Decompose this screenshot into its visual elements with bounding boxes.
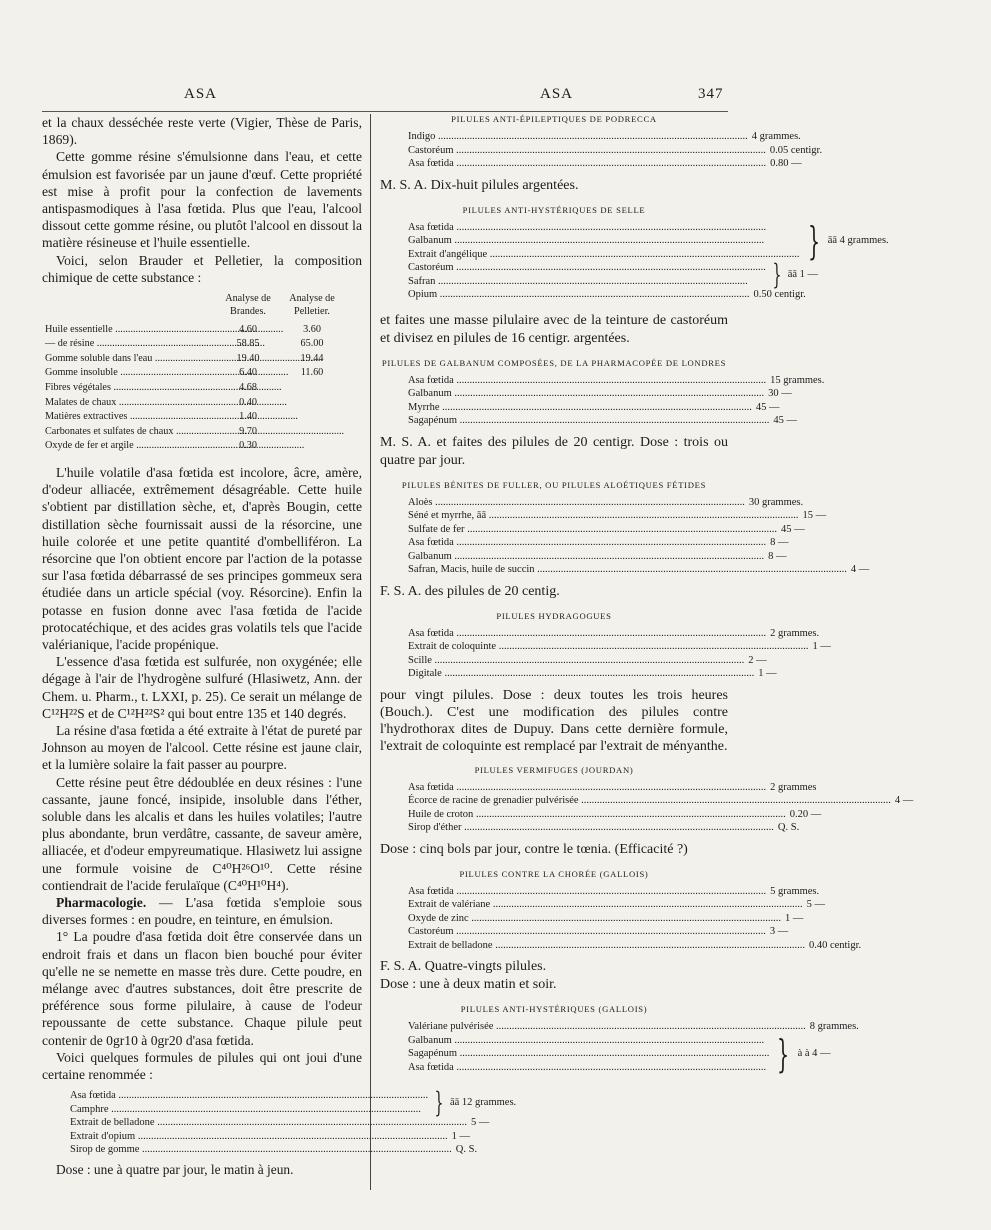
table-body [44,323,344,454]
ingredient-row [408,885,820,899]
substance-name: Gomme soluble dans l'eau ..... [45,353,323,364]
ingredient-name: Asa fœtida ..... [408,627,766,641]
ingredient-name: Sirop d'éther ..... [408,821,774,835]
ingredient-row [408,627,820,641]
table-row [44,352,344,367]
formula-selle [408,218,889,302]
cell-substance [44,323,216,338]
table-row [44,381,344,396]
ingredient-name: Extrait de valériane ..... [408,898,803,912]
ingredient-name: Oxyde de zinc ..... [408,912,781,926]
paragraph: 1° La poudre d'asa fœtida doit être conservée dans un endroit frais et dans un flacon bien bouché pour éviter qu'elle ne se nemette en masse très dure. Cette poudre, en mélange avec d'autres substances, doit être prescrite de préférence sous forme pilulaire, à cause de l'odeur repoussante de cette substance. Chaque pilule peut contenir de 0gr10 à 0gr20 d'asa fœtida. [42,929,362,1048]
ingredient-quantity: 30 grammes. [748,496,804,508]
ingredient-quantity: 4 grammes. [751,131,801,142]
ingredient-name: Galbanum ..... [408,550,764,564]
ingredient-quantity: 5 — [806,899,825,910]
substance-name: — de résine ..... [45,338,265,349]
ingredient-row [408,414,797,428]
ingredient-row [70,1130,470,1144]
ingredient-quantity: 5 grammes. [770,885,820,897]
ingredient-row [408,496,804,510]
cell-brandes: 0.30 [239,440,257,452]
formula-title: PILULES VERMIFUGES (JOURDAN) [474,764,634,775]
substance-name: Oxyde de fer et argile ..... [45,440,304,451]
ingredient-row [408,523,805,537]
ingredient-name: Sirop de gomme ..... [70,1143,452,1157]
ingredient-quantity: 1 — [758,668,777,679]
ingredient-name: Huile de croton ..... [408,808,786,822]
ingredient-row [408,912,804,926]
ingredient-quantity: 8 — [768,550,787,562]
formula-group [408,257,819,291]
ingredient-row [408,275,766,289]
ingredient-row [408,550,787,564]
ingredient-quantity: 0.20 — [789,808,822,820]
column-header-pelletier: Analyse de Pelletier. [289,293,335,317]
ingredient-name: Castoréum ..... [408,925,766,939]
table-row [44,396,344,411]
cell-brandes: 58.85 [236,338,260,350]
ingredient-name: Asa fœtida ..... [408,221,800,235]
formula-anti-hysteriques-gallois [408,1020,859,1076]
ingredient-quantity: 4 — [894,795,914,806]
cell-brandes: 0.40 [239,396,257,408]
paragraph: Voici quelques formules de pilules qui ont joui d'une certaine renommée : [42,1049,362,1083]
ingredient-name: Extrait d'angélique ..... [408,248,800,262]
ingredient-name: Asa fœtida ..... [408,781,766,795]
formula-note: pour vingt pilules. Dose : deux toutes les trois heures (Bouch.). C'est une modification des pilules contre l'hydrothorax dites de Dupuy. Dans cette dernière formule, l'extrait de coloquinte est remplacé par l'extrait de ményanthe. [380,687,728,754]
formula-note: M. S. A. Dix-huit pilules argentées. [380,177,579,193]
ingredient-name: Castoréum ..... [408,144,766,158]
paragraph: Cette résine peut être dédoublée en deux résines : l'une cassante, jaune foncé, insipide, insoluble dans l'éther, soluble dans les alcalis et dans les huiles volatiles; l'autre plus abondante, brun verdâtre, cassante, de saveur amère, alliacée, et d'odeur empyreumatique. Hlasiwetz lui assigne une formule voisine de C⁴⁰H²⁶O¹⁰. Cette résine contiendrait de l'acide ferulaïque (C⁴⁰H¹⁰H⁴). [42,774,362,893]
substance-name: Huile essentielle ..... [45,324,283,335]
cell-pelletier [280,396,344,411]
ingredient-row [408,234,800,248]
ingredient-name: Asa fœtida ..... [408,536,766,550]
ingredient-row [70,1116,490,1130]
paragraph [42,894,362,928]
ingredient-name: Galbanum ..... [408,387,764,401]
ingredient-name: Scille ..... [408,654,744,668]
ingredient-row [408,563,870,577]
ingredient-name: Extrait d'opium ..... [70,1130,448,1144]
cell-brandes: 1.40 [239,411,257,423]
formula-left [70,1085,517,1157]
ingredient-name: Asa fœtida ..... [408,157,766,171]
group-quantity: āā 12 grammes. [449,1097,517,1109]
ingredient-row [408,654,767,668]
cell-substance [44,337,216,352]
ingredient-name: Camphre ..... [70,1103,428,1117]
ingredient-name: Asa fœtida ..... [408,1061,769,1075]
ingredient-name: Opium ..... [408,288,750,302]
ingredient-name: Écorce de racine de grenadier pulvérisée ..... [408,794,891,808]
brace-icon: } [434,1085,444,1119]
cell-substance [44,352,216,367]
ingredient-name: Extrait de belladone ..... [408,939,805,953]
formula-title: PILULES HYDRAGOGUES [496,610,612,621]
ingredient-row [408,401,780,415]
ingredient-row [408,667,777,681]
cell-substance [44,366,216,381]
group-items [70,1089,428,1116]
ingredient-row [408,509,827,523]
formula-podrecca [408,130,823,171]
paragraph: L'essence d'asa fœtida est sulfurée, non oxygénée; elle dégage à l'air de l'hydrogène sulfuré (Hlasiwetz, Ann. der Chem. u. Pharm., t. LXXI, p. 25). Ce serait un mélange de C¹²H²²S et de C¹²H²²S² qui bout entre 135 et 140 degrés. [42,654,362,721]
substance-name: Fibres végétales ..... [45,382,282,393]
cell-pelletier: 19.44 [300,352,324,364]
formula-choree [408,885,862,953]
ingredient-quantity: 45 — [755,401,780,413]
ingredient-row [408,387,792,401]
ingredient-row [408,144,823,158]
ingredient-row [408,808,822,822]
table-row [44,425,344,440]
section-heading: Pharmacologie. [56,895,147,911]
formula-group [70,1085,517,1119]
formula-hydragogues [408,627,831,681]
ingredient-row [408,261,766,275]
table-row [44,439,344,454]
formula-title: PILULES BÉNITES DE FULLER, OU PILULES ALOÉTIQUES FÉTIDES [401,479,707,490]
group-items [408,261,766,288]
ingredient-row [408,221,800,235]
ingredient-name: Séné et myrrhe, āā ..... [408,509,799,523]
cell-substance [44,425,216,440]
ingredient-name: Safran, Macis, huile de succin ..... [408,563,847,577]
column-header-brandes: Analyse de Brandes. [225,293,271,317]
cell-brandes: 6.40 [239,367,257,379]
cell-substance [44,396,216,411]
cell-pelletier: 65.00 [300,338,324,350]
cell-substance [44,381,216,396]
formula-vermifuges [408,781,914,835]
formula-rows [70,1116,490,1157]
ingredient-name: Digitale ..... [408,667,754,681]
ingredient-quantity: 15 — [802,510,827,521]
paragraph: L'huile volatile d'asa fœtida est incolore, âcre, amère, d'odeur alliacée, extrêmement désagréable. Cette huile s'obtient par distillation sèche, et, d'après Bougin, cette distillation sèche fournissait aussi de la résorcine, une huile colorée et une petite quantité d'ombelliféron. La résorcine que l'on obtient encore par l'action de la potasse sur l'asa fœtida débarrassé de ses principes gommeux sera étudiée dans un article spécial (voy. Résorcine). Enfin la potasse en fusion donne avec l'asa fœtida de l'acide protocatéchique, et des acides gras volatils tels que l'acide valérianique, l'acide propénique. [42,464,362,652]
ingredient-quantity: 2 grammes [770,781,817,793]
ingredient-row [408,925,789,939]
formula-note: et faites une masse pilulaire avec de la teinture de castoréum et divisez en pilules de 16 centigr. argentées. [380,312,728,346]
page-number: 347 [698,86,724,102]
substance-name: Gomme insoluble ..... [45,367,288,378]
ingredient-row [408,157,802,171]
group-quantity: āā 4 grammes. [827,235,889,246]
formula-rows [408,288,806,302]
ingredient-quantity: 4 — [850,564,870,575]
cell-brandes: 4.68 [239,382,257,393]
group-quantity: āā 1 — [787,268,819,280]
formula-note: F. S. A. des pilules de 20 centig. [380,583,560,599]
formula-note: Dose : cinq bols par jour, contre le tœnia. (Efficacité ?) [380,841,688,857]
ingredient-quantity: 30 — [768,388,792,399]
ingredient-quantity: 2 — [748,654,767,666]
header-rule [42,111,728,112]
ingredient-quantity: 0.50 centigr. [753,289,806,300]
table-header-row [44,292,344,323]
brace-icon: } [777,1031,790,1076]
table-row [44,410,344,425]
ingredient-quantity: 1 — [812,641,831,652]
cell-substance [44,439,216,454]
ingredient-quantity: 45 — [773,415,797,426]
paragraph: La résine d'asa fœtida a été extraite à l'état de pureté par Johnson au moyen de l'alcool. Cette résine est jaune clair, et la lumière solaire la fait passer au pourpre. [42,723,362,773]
ingredient-row [408,248,800,262]
cell-brandes: 19.40 [236,352,260,364]
formula-fuller [408,496,870,577]
substance-name: Malates de chaux ..... [45,397,287,408]
brace-icon: } [807,218,820,263]
formula-group [408,1031,831,1076]
ingredient-row [70,1143,478,1157]
ingredient-quantity: 0.80 — [770,158,802,169]
group-items [408,221,800,262]
brace-icon: } [772,257,782,291]
ingredient-row [408,374,825,388]
left-running-title: ASA [184,86,218,102]
cell-brandes: 9.70 [239,425,257,437]
ingredient-quantity: 3 — [769,926,789,937]
ingredient-name: Sagapénum ..... [408,414,769,428]
ingredient-row [408,898,825,912]
formula-note: M. S. A. et faites des pilules de 20 centigr. Dose : trois ou quatre par jour. [380,434,728,468]
formula-group [408,218,889,263]
ingredient-name: Safran ..... [408,275,766,289]
group-items [408,1034,769,1075]
ingredient-name: Valériane pulvérisée ..... [408,1020,806,1034]
formula-title: PILULES CONTRE LA CHORÉE (GALLOIS) [459,868,649,879]
ingredient-row [408,939,862,953]
table-row [44,323,344,338]
ingredient-quantity: 1 — [451,1130,470,1142]
dose-note: Dose : une à quatre par jour, le matin à jeun. [56,1161,294,1177]
table-row [44,337,344,352]
right-column [380,114,914,1078]
formula-galbanum [408,374,825,428]
cell-pelletier: 11.60 [300,367,324,379]
ingredient-row [408,821,800,835]
ingredient-row [408,288,806,302]
paragraph: Cette gomme résine s'émulsionne dans l'eau, et cette émulsion est favorisée par un jaune d'œuf. Cette propriété est mise à profit pour la confection de lavements antispasmodiques à l'asa fœtida. Plus que l'eau, l'alcool dissout cette gomme résine, ou plutôt l'alcool en dissout la matière résineuse et l'huile essentielle. [42,149,362,251]
ingredient-name: Sagapénum ..... [408,1047,769,1061]
ingredient-quantity: 5 — [470,1117,490,1129]
ingredient-row [408,640,831,654]
ingredient-row [70,1103,428,1117]
formula-title: PILULES ANTI-ÉPILEPTIQUES DE PODRECCA [451,114,657,124]
ingredient-quantity: 1 — [785,912,804,924]
ingredient-name: Asa fœtida ..... [408,374,766,388]
formula-title: PILULES ANTI-HYSTÉRIQUES DE SELLE [462,204,646,215]
ingredient-name: Galbanum ..... [408,1034,769,1048]
ingredient-name: Extrait de coloquinte ..... [408,640,808,654]
composition-table [44,292,344,454]
cell-pelletier [280,381,344,396]
paragraph: et la chaux desséchée reste verte (Vigier, Thèse de Paris, 1869). [42,115,362,148]
ingredient-name: Myrrhe ..... [408,401,752,415]
ingredient-name: Indigo ..... [408,130,748,144]
ingredient-name: Castoréum ..... [408,261,766,275]
column-divider [370,114,371,1190]
ingredient-quantity: Q. S. [455,1144,478,1156]
cell-brandes: 4.60 [239,323,257,335]
ingredient-quantity: 15 grammes. [770,374,825,386]
formula-title: PILULES ANTI-HYSTÉRIQUES (GALLOIS) [460,1004,648,1014]
ingredient-row [408,130,801,144]
ingredient-row [408,1047,769,1061]
ingredient-name: Asa fœtida ..... [408,885,766,899]
formula-rows [408,1020,859,1034]
group-quantity: à à 4 — [797,1048,831,1059]
ingredient-quantity: 2 grammes. [770,627,820,639]
ingredient-name: Sulfate de fer ..... [408,523,777,537]
ingredient-quantity: 8 — [770,537,789,548]
cell-substance [44,410,216,425]
ingredient-row [408,1061,769,1075]
formula-note: F. S. A. Quatre-vingts pilules. [380,959,547,974]
ingredient-row [408,1020,859,1034]
ingredient-row [408,794,914,808]
ingredient-name: Galbanum ..... [408,234,800,248]
right-running-title: ASA [540,86,574,102]
paragraph-text: — L'asa fœtida s'emploie sous diverses formes : en poudre, en teinture, en émulsion. [42,895,362,928]
table-row [44,366,344,381]
ingredient-quantity: 8 grammes. [809,1021,859,1032]
formula-title: PILULES DE GALBANUM COMPOSÉES, DE LA PHARMACOPÉE DE LONDRES [381,357,727,368]
ingredient-name: Extrait de belladone ..... [70,1116,467,1130]
ingredient-row [408,536,789,550]
ingredient-name: Asa fœtida ..... [70,1089,428,1103]
ingredient-row [70,1089,428,1103]
ingredient-row [408,781,817,795]
formula-note: Dose : une à deux matin et soir. [380,977,557,992]
ingredient-quantity: 0.40 centigr. [808,939,862,951]
ingredient-quantity: 0.05 centigr. [769,144,823,156]
substance-name: Carbonates et sulfates de chaux ..... [45,426,344,437]
ingredient-name: Aloès ..... [408,496,745,510]
substance-name: Matières extractives ..... [45,411,298,422]
ingredient-quantity: Q. S. [777,822,800,833]
cell-pelletier: 3.60 [303,323,321,335]
ingredient-quantity: 45 — [780,523,805,535]
paragraph: Voici, selon Brauder et Pelletier, la composition chimique de cette substance : [42,252,362,285]
ingredient-row [408,1034,769,1048]
